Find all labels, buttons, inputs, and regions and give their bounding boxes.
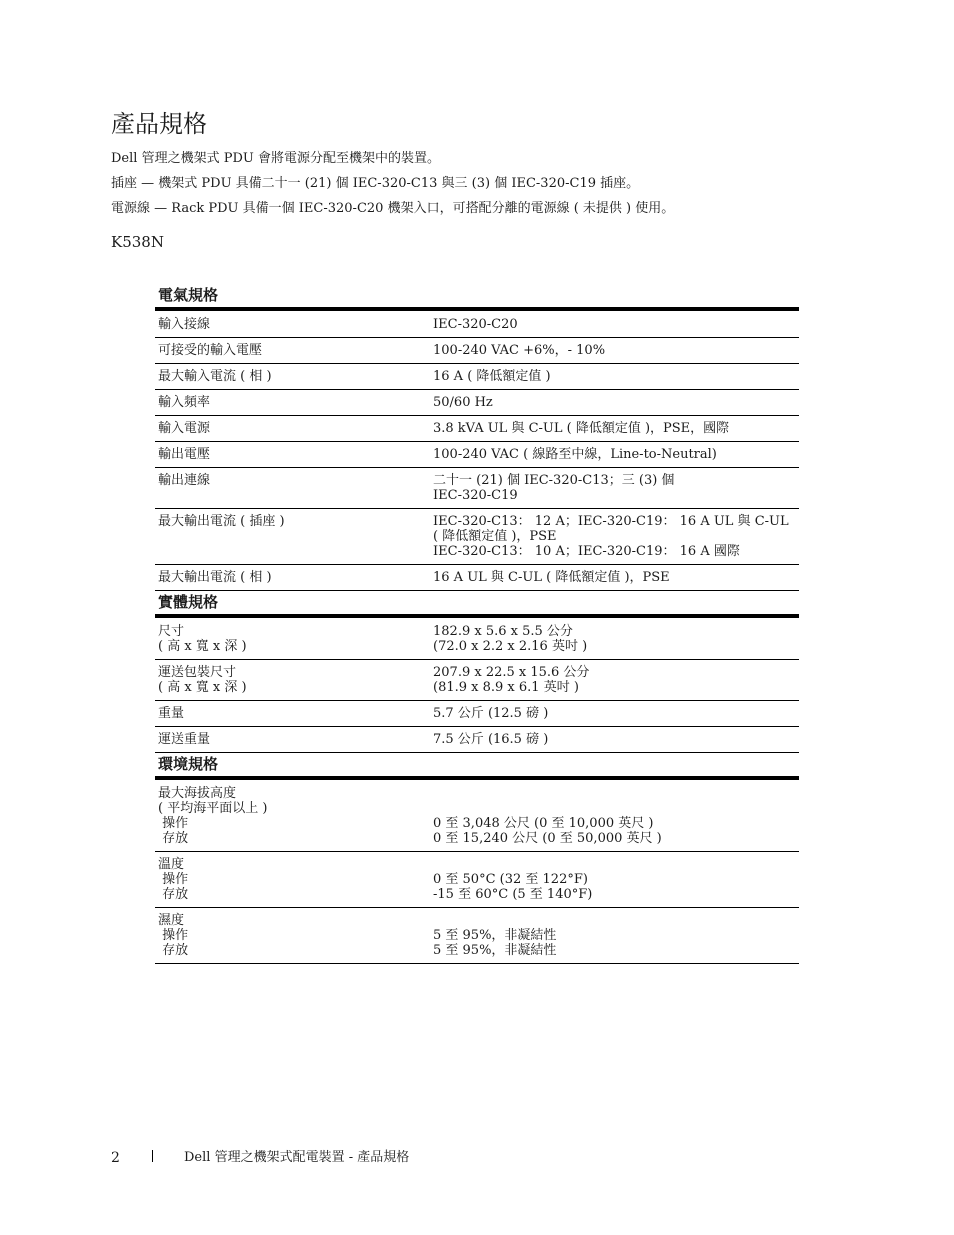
spec-value-line: 3.8 kVA UL 與 C-UL ( 降低額定值 )，PSE，國際 bbox=[433, 421, 730, 436]
spec-value-line: 5 至 95%，非凝結性 bbox=[433, 928, 557, 943]
table-row bbox=[155, 390, 799, 416]
spec-value bbox=[430, 416, 799, 442]
page-title: 產品規格 bbox=[111, 110, 207, 138]
spec-value bbox=[430, 780, 799, 852]
spec-label-line: 尺寸 bbox=[158, 624, 185, 639]
spec-label bbox=[155, 509, 430, 565]
spec-value bbox=[430, 727, 799, 753]
spec-section bbox=[155, 753, 799, 964]
spec-label bbox=[155, 852, 430, 908]
footer-text: Dell 管理之機架式配電裝置 - 產品規格 bbox=[184, 1150, 410, 1165]
spec-value-line: 50/60 Hz bbox=[433, 395, 493, 410]
footer-divider bbox=[152, 1150, 153, 1162]
spec-label-line: 輸出連線 bbox=[158, 473, 211, 488]
spec-label-line: 運送包裝尺寸 bbox=[158, 665, 237, 680]
spec-value-line: 0 至 3,048 公尺 (0 至 10,000 英尺 ) bbox=[433, 816, 654, 831]
spec-value bbox=[430, 442, 799, 468]
table-row bbox=[155, 852, 799, 908]
spec-label bbox=[155, 390, 430, 416]
spec-value-line: 182.9 x 5.6 x 5.5 公分 bbox=[433, 624, 573, 639]
spec-label-line: 操作 bbox=[158, 928, 189, 943]
spec-value-line: -15 至 60°C (5 至 140°F) bbox=[433, 887, 593, 902]
spec-label-line: 輸入接線 bbox=[158, 317, 211, 332]
spec-value bbox=[430, 509, 799, 565]
model-number: K538N bbox=[111, 233, 164, 251]
spec-table bbox=[155, 311, 799, 591]
spec-table bbox=[155, 780, 799, 964]
spec-label-line: 重量 bbox=[158, 706, 185, 721]
spec-value bbox=[430, 618, 799, 660]
spec-label-line: 運送重量 bbox=[158, 732, 211, 747]
table-row bbox=[155, 311, 799, 338]
spec-value-line: 7.5 公斤 (16.5 磅 ) bbox=[433, 732, 549, 747]
spec-value-line: 5 至 95%，非凝結性 bbox=[433, 943, 557, 958]
table-row bbox=[155, 468, 799, 509]
spec-label bbox=[155, 338, 430, 364]
spec-label bbox=[155, 565, 430, 591]
spec-value bbox=[430, 364, 799, 390]
table-row bbox=[155, 780, 799, 852]
table-row bbox=[155, 338, 799, 364]
spec-label-line: ( 平均海平面以上 ) bbox=[158, 801, 268, 816]
spec-value-line: (81.9 x 8.9 x 6.1 英吋 ) bbox=[433, 680, 579, 695]
spec-label-line: 最大海拔高度 bbox=[158, 786, 237, 801]
spec-value-line: 16 A ( 降低額定值 ) bbox=[433, 369, 551, 384]
section-title: 電氣規格 bbox=[155, 284, 799, 311]
spec-value-line: 0 至 15,240 公尺 (0 至 50,000 英尺 ) bbox=[433, 831, 662, 846]
spec-label-line: 輸出電壓 bbox=[158, 447, 211, 462]
spec-label bbox=[155, 908, 430, 964]
spec-label-line: 最大輸出電流 ( 相 ) bbox=[158, 570, 272, 585]
spec-label-line: 存放 bbox=[158, 943, 189, 958]
spec-label-line: 輸入頻率 bbox=[158, 395, 211, 410]
spec-label-line: 存放 bbox=[158, 887, 189, 902]
table-row bbox=[155, 364, 799, 390]
spec-label-line: 溫度 bbox=[158, 857, 185, 872]
spec-value-line: 100-240 VAC +6%，- 10% bbox=[433, 343, 606, 358]
spec-label-line: 輸入電源 bbox=[158, 421, 211, 436]
spec-value bbox=[430, 565, 799, 591]
table-row bbox=[155, 416, 799, 442]
spec-label bbox=[155, 311, 430, 338]
spec-value-line bbox=[433, 786, 795, 801]
spec-value bbox=[430, 338, 799, 364]
spec-value-line: IEC-320-C20 bbox=[433, 317, 518, 332]
table-row bbox=[155, 509, 799, 565]
spec-value bbox=[430, 311, 799, 338]
table-row bbox=[155, 442, 799, 468]
spec-value-line bbox=[433, 801, 795, 816]
intro-paragraph: Dell 管理之機架式 PDU 會將電源分配至機架中的裝置。 bbox=[111, 151, 440, 166]
spec-label-line: 濕度 bbox=[158, 913, 185, 928]
spec-label bbox=[155, 442, 430, 468]
spec-table bbox=[155, 618, 799, 753]
spec-label bbox=[155, 780, 430, 852]
spec-label bbox=[155, 618, 430, 660]
specifications bbox=[155, 284, 799, 964]
spec-value-line: IEC-320-C19 bbox=[433, 488, 518, 503]
spec-label-line: ( 高 x 寬 x 深 ) bbox=[158, 639, 247, 654]
spec-label-line: 操作 bbox=[158, 872, 189, 887]
spec-label-line: 最大輸出電流 ( 插座 ) bbox=[158, 514, 285, 529]
section-title: 環境規格 bbox=[155, 753, 799, 780]
spec-value-line: 100-240 VAC ( 線路至中線，Line-to-Neutral) bbox=[433, 447, 717, 462]
page-number: 2 bbox=[111, 1150, 120, 1166]
spec-value-line: IEC-320-C13： 10 A；IEC-320-C19： 16 A 國際 bbox=[433, 544, 740, 559]
table-row bbox=[155, 565, 799, 591]
spec-value-line: 0 至 50°C (32 至 122°F) bbox=[433, 872, 588, 887]
spec-value bbox=[430, 701, 799, 727]
spec-value-line: (72.0 x 2.2 x 2.16 英吋 ) bbox=[433, 639, 588, 654]
spec-value-line: 二十一 (21) 個 IEC-320-C13；三 (3) 個 bbox=[433, 473, 675, 488]
spec-label-line: 操作 bbox=[158, 816, 189, 831]
spec-label bbox=[155, 364, 430, 390]
intro-paragraph: 插座 — 機架式 PDU 具備二十一 (21) 個 IEC-320-C13 與三 (3) 個 IEC-320-C19 插座。 bbox=[111, 176, 640, 191]
spec-label bbox=[155, 701, 430, 727]
spec-section bbox=[155, 591, 799, 753]
table-row bbox=[155, 908, 799, 964]
spec-section bbox=[155, 284, 799, 591]
spec-label-line: ( 高 x 寬 x 深 ) bbox=[158, 680, 247, 695]
spec-value-line: 16 A UL 與 C-UL ( 降低額定值 )，PSE bbox=[433, 570, 670, 585]
spec-value-line bbox=[433, 857, 795, 872]
table-row bbox=[155, 701, 799, 727]
section-title: 實體規格 bbox=[155, 591, 799, 618]
spec-value bbox=[430, 660, 799, 701]
intro-text bbox=[111, 146, 871, 221]
spec-label-line: 存放 bbox=[158, 831, 189, 846]
table-row bbox=[155, 618, 799, 660]
spec-value-line bbox=[433, 913, 795, 928]
spec-label bbox=[155, 660, 430, 701]
spec-value-line: IEC-320-C13： 12 A；IEC-320-C19： 16 A UL 與 C-UL bbox=[433, 514, 789, 529]
table-row bbox=[155, 727, 799, 753]
spec-label-line: 最大輸入電流 ( 相 ) bbox=[158, 369, 272, 384]
intro-paragraph: 電源線 — Rack PDU 具備一個 IEC-320-C20 機架入口，可搭配分離的電源線 ( 未提供 ) 使用。 bbox=[111, 201, 675, 216]
spec-value bbox=[430, 468, 799, 509]
spec-value bbox=[430, 852, 799, 908]
spec-value-line: 207.9 x 22.5 x 15.6 公分 bbox=[433, 665, 590, 680]
spec-label bbox=[155, 727, 430, 753]
spec-value bbox=[430, 390, 799, 416]
spec-label bbox=[155, 416, 430, 442]
spec-value-line: ( 降低額定值 )，PSE bbox=[433, 529, 557, 544]
spec-value-line: 5.7 公斤 (12.5 磅 ) bbox=[433, 706, 549, 721]
table-row bbox=[155, 660, 799, 701]
spec-label-line: 可接受的輸入電壓 bbox=[158, 343, 263, 358]
spec-value bbox=[430, 908, 799, 964]
spec-label bbox=[155, 468, 430, 509]
